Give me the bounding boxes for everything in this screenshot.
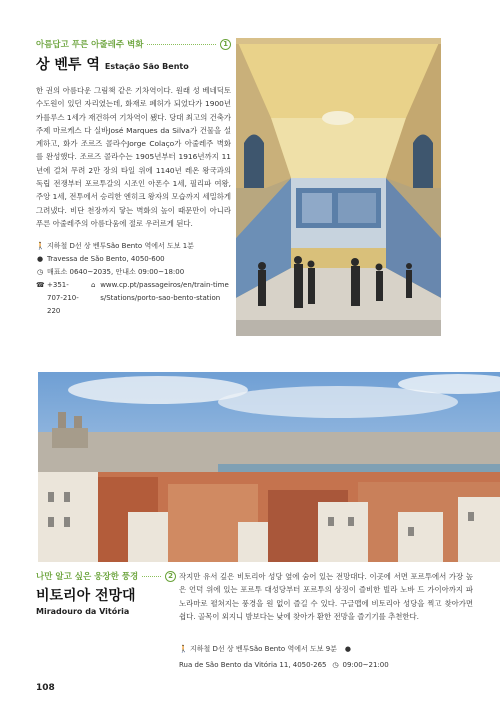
dotted-divider [147, 44, 216, 45]
section-title [36, 54, 231, 74]
page-number: 108 [36, 683, 55, 693]
location-pin-icon: ● [36, 255, 44, 264]
section-body: 한 권의 아름다운 그림책 같은 기차역이다. 원래 성 베네딕토 수도원이 있던 자리였는데, 화재로 폐허가 되었다가 1900년 카를루스 1세가 재건하여 기차역이 됐다. 당대 최고의 건축가 주제 마르케스 다 실바José Marques da Silva가 건물을 설계하고, 화가 조르즈 콜라수Jorge Colaço가 아줄레주 벽화를 완성했다. 조르즈 콜라수는 1905년부터 1916년까지 11년에 걸쳐 무려 2만 장의 타일 위에 1140년 레온 왕국과의 독립 전쟁부터 포르투갈의 시조인 아폰수 1세, 필리파 여왕, 주앙 1세, 전투에서 승리한 엔히크 왕자의 모습까지 세밀하게 그려냈다. 비단 천장까지 닿는 벽화의 높이 때문만이 아니라 푸른 아줄레주의 아름다움에 절로 우러르게 된다. [36, 86, 231, 228]
sao-bento-section [36, 38, 231, 318]
section-kicker [36, 38, 231, 50]
info-access-address: 🚶 지하철 D선 상 벤투São Bento 역에서 도보 9분 ● Rua de São Bento da Vitória 11, 4050-265 ◷ 09:00~21:00 [179, 643, 473, 672]
section-title [36, 585, 176, 616]
sao-bento-interior-photo [236, 38, 441, 336]
web-link[interactable]: www.cp.pt/passageiros/en/train-times/Stations/porto-sao-bento-station [100, 281, 229, 303]
title-korean: 상 벤투 역 [36, 57, 100, 73]
section-number-badge: 1 [220, 39, 231, 50]
kicker-text: 나만 알고 싶은 웅장한 풍경 [36, 572, 139, 582]
info-address: ● Travessa de São Bento, 4050-600 [36, 253, 231, 266]
title-original: Estação São Bento [104, 62, 189, 71]
section-kicker [36, 570, 176, 582]
clock-icon: ◷ [332, 661, 339, 669]
walker-icon: 🚶 [179, 645, 188, 653]
porto-panorama-photo [38, 372, 500, 562]
info-access: 🚶 지하철 D선 상 벤투São Bento 역에서 도보 1분 [36, 240, 231, 253]
section-number-badge: 2 [165, 571, 176, 582]
vitoria-section-heading [36, 570, 176, 616]
info-block [179, 643, 473, 672]
title-original: Miradouro da Vitória [36, 607, 130, 616]
title-korean: 비토리아 전망대 [36, 588, 136, 604]
phone-icon: ☎ [36, 281, 45, 290]
dotted-divider [142, 576, 161, 577]
home-icon: ⌂ [90, 281, 96, 290]
kicker-text: 아름답고 푸른 아줄레주 벽화 [36, 40, 144, 50]
walker-icon: 🚶 [36, 242, 45, 251]
info-block [36, 240, 231, 318]
info-tel-web: ☎ +351-707-210-220 ⌂ www.cp.pt/passageiros/en/train-times/Stations/porto-sao-bento-station [36, 279, 231, 318]
location-pin-icon: ● [344, 645, 351, 653]
section-body: 작지만 유서 깊은 비토리아 성당 옆에 숨어 있는 전망대다. 이곳에 서면 포르투에서 가장 높은 언덕 위에 있는 포르투 대성당부터 포르투의 상징이 즐비한 빌라 노바 드 가이아까지 파노라마로 펼쳐지는 풍경을 원 없이 즐길 수 있다. 구글맵에 비토리아 성당을 찍고 찾아가면 쉽다. 골목이 외지니 밤보다는 낮에 찾아가 환한 전망을 즐기기를 추천한다. [179, 572, 473, 621]
info-hours: ◷ 매표소 0640~2035, 안내소 09:00~18:00 [36, 266, 231, 279]
clock-icon: ◷ [36, 268, 44, 277]
